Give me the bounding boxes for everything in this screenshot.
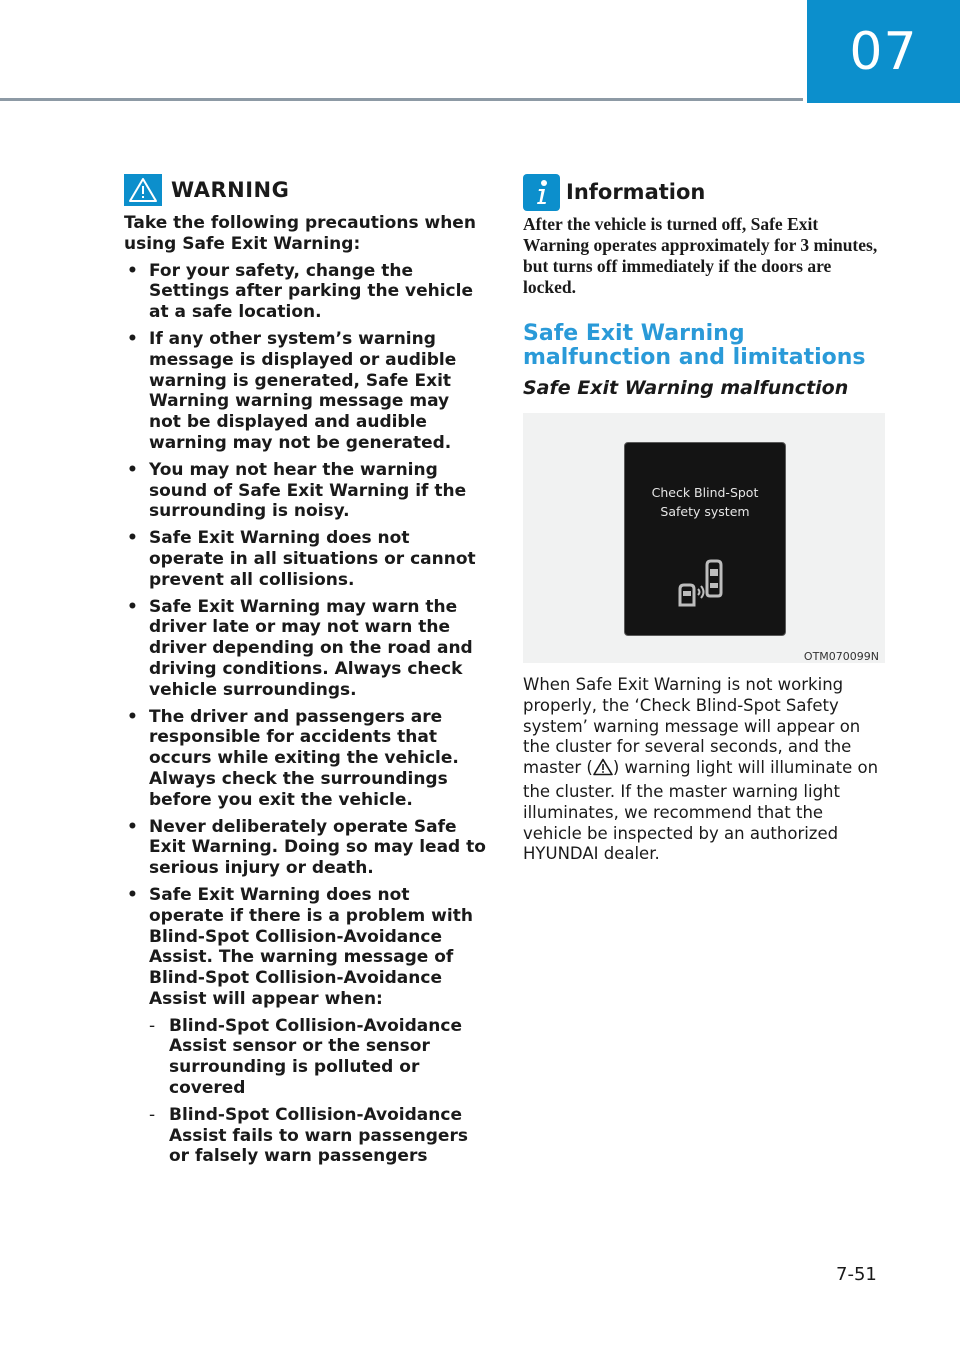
info-icon (523, 174, 560, 211)
cluster-screen (624, 442, 786, 636)
left-column (124, 172, 486, 1173)
sub-list (149, 1016, 486, 1168)
list-item: • If any other system’s warning message is displayed or audible warning is generated, Safe Exit Warning warning message may not be displayed and audible warning may not be generated. (127, 328, 457, 453)
dash-mark: - (149, 1104, 156, 1125)
list-item: • You may not hear the warning sound of Safe Exit Warning if the surrounding is noisy. (127, 459, 467, 522)
cluster-figure (523, 413, 885, 663)
chapter-tab: 07 (807, 0, 960, 103)
information-body: After the vehicle is turned off, Safe Exit Warning operates approximately for 3 minutes, but turns off immediately if the doors are locked. (523, 214, 878, 297)
blind-spot-vehicles-icon (675, 555, 735, 615)
information-header (523, 172, 885, 212)
list-item: • Never deliberately operate Safe Exit Warning. Doing so may lead to serious injury or death. (127, 816, 486, 879)
warning-icon (124, 174, 162, 206)
malfunction-text: When Safe Exit Warning is not working properly, the ‘Check Blind-Spot Safety system’ warning message will appear on the cluster for several seconds, and the master ( ) warning light will illuminate on the cluster. If the master warning light illuminates, we recommend that the vehicle be inspected by an authorized HYUNDAI dealer. (523, 675, 879, 864)
warning-header (124, 172, 486, 208)
right-column (523, 172, 885, 865)
bullet-mark: • (127, 816, 138, 837)
page-number: 7-51 (836, 1264, 877, 1285)
figure-code: OTM070099N (803, 650, 879, 663)
bullet-mark: • (127, 706, 138, 727)
warning-intro: Take the following precautions when using Safe Exit Warning: (124, 213, 476, 254)
sub-list-item: - Blind-Spot Collision-Avoidance Assist sensor or the sensor surrounding is polluted or covered (149, 1015, 462, 1099)
screen-message: Check Blind-Spot Safety system (651, 485, 759, 519)
header-rule (0, 98, 803, 101)
warning-list (124, 261, 486, 1168)
list-item: • Safe Exit Warning does not operate if there is a problem with Blind-Spot Collision-Avoidance Assist. The warning message of Blind-Spot Collision-Avoidance Assist will appear when: - Blind-Spot Collision-Avoidance Assist sensor or the sensor surrounding is polluted or covered - Blind-Spot Collision-Avoidance Assist fails to warn passengers or falsely warn passengers (124, 885, 486, 1167)
section-title: Safe Exit Warning malfunction and limitations (523, 321, 866, 370)
list-item: • For your safety, change the Settings after parking the vehicle at a safe location. (127, 260, 473, 323)
warning-title: WARNING (171, 178, 290, 202)
bullet-mark: • (127, 260, 138, 281)
dash-mark: - (149, 1015, 156, 1036)
list-item: • Safe Exit Warning may warn the driver late or may not warn the driver depending on the road and driving conditions. Always check vehicle surroundings. (127, 596, 473, 700)
bullet-mark: • (127, 459, 138, 480)
master-warning-icon (593, 758, 613, 782)
bullet-mark: • (127, 596, 138, 617)
information-title: Information (566, 180, 706, 204)
list-item: • The driver and passengers are responsible for accidents that occurs while exiting the vehicle. Always check the surroundings before you exit the vehicle. (127, 706, 459, 810)
bullet-mark: • (127, 528, 138, 549)
bullet-mark: • (127, 884, 138, 905)
sub-list-item: - Blind-Spot Collision-Avoidance Assist fails to warn passengers or falsely warn passengers (149, 1104, 468, 1167)
section-subtitle: Safe Exit Warning malfunction (523, 377, 849, 399)
list-item: • Safe Exit Warning does not operate in all situations or cannot prevent all collisions. (127, 528, 476, 590)
bullet-mark: • (127, 328, 138, 349)
